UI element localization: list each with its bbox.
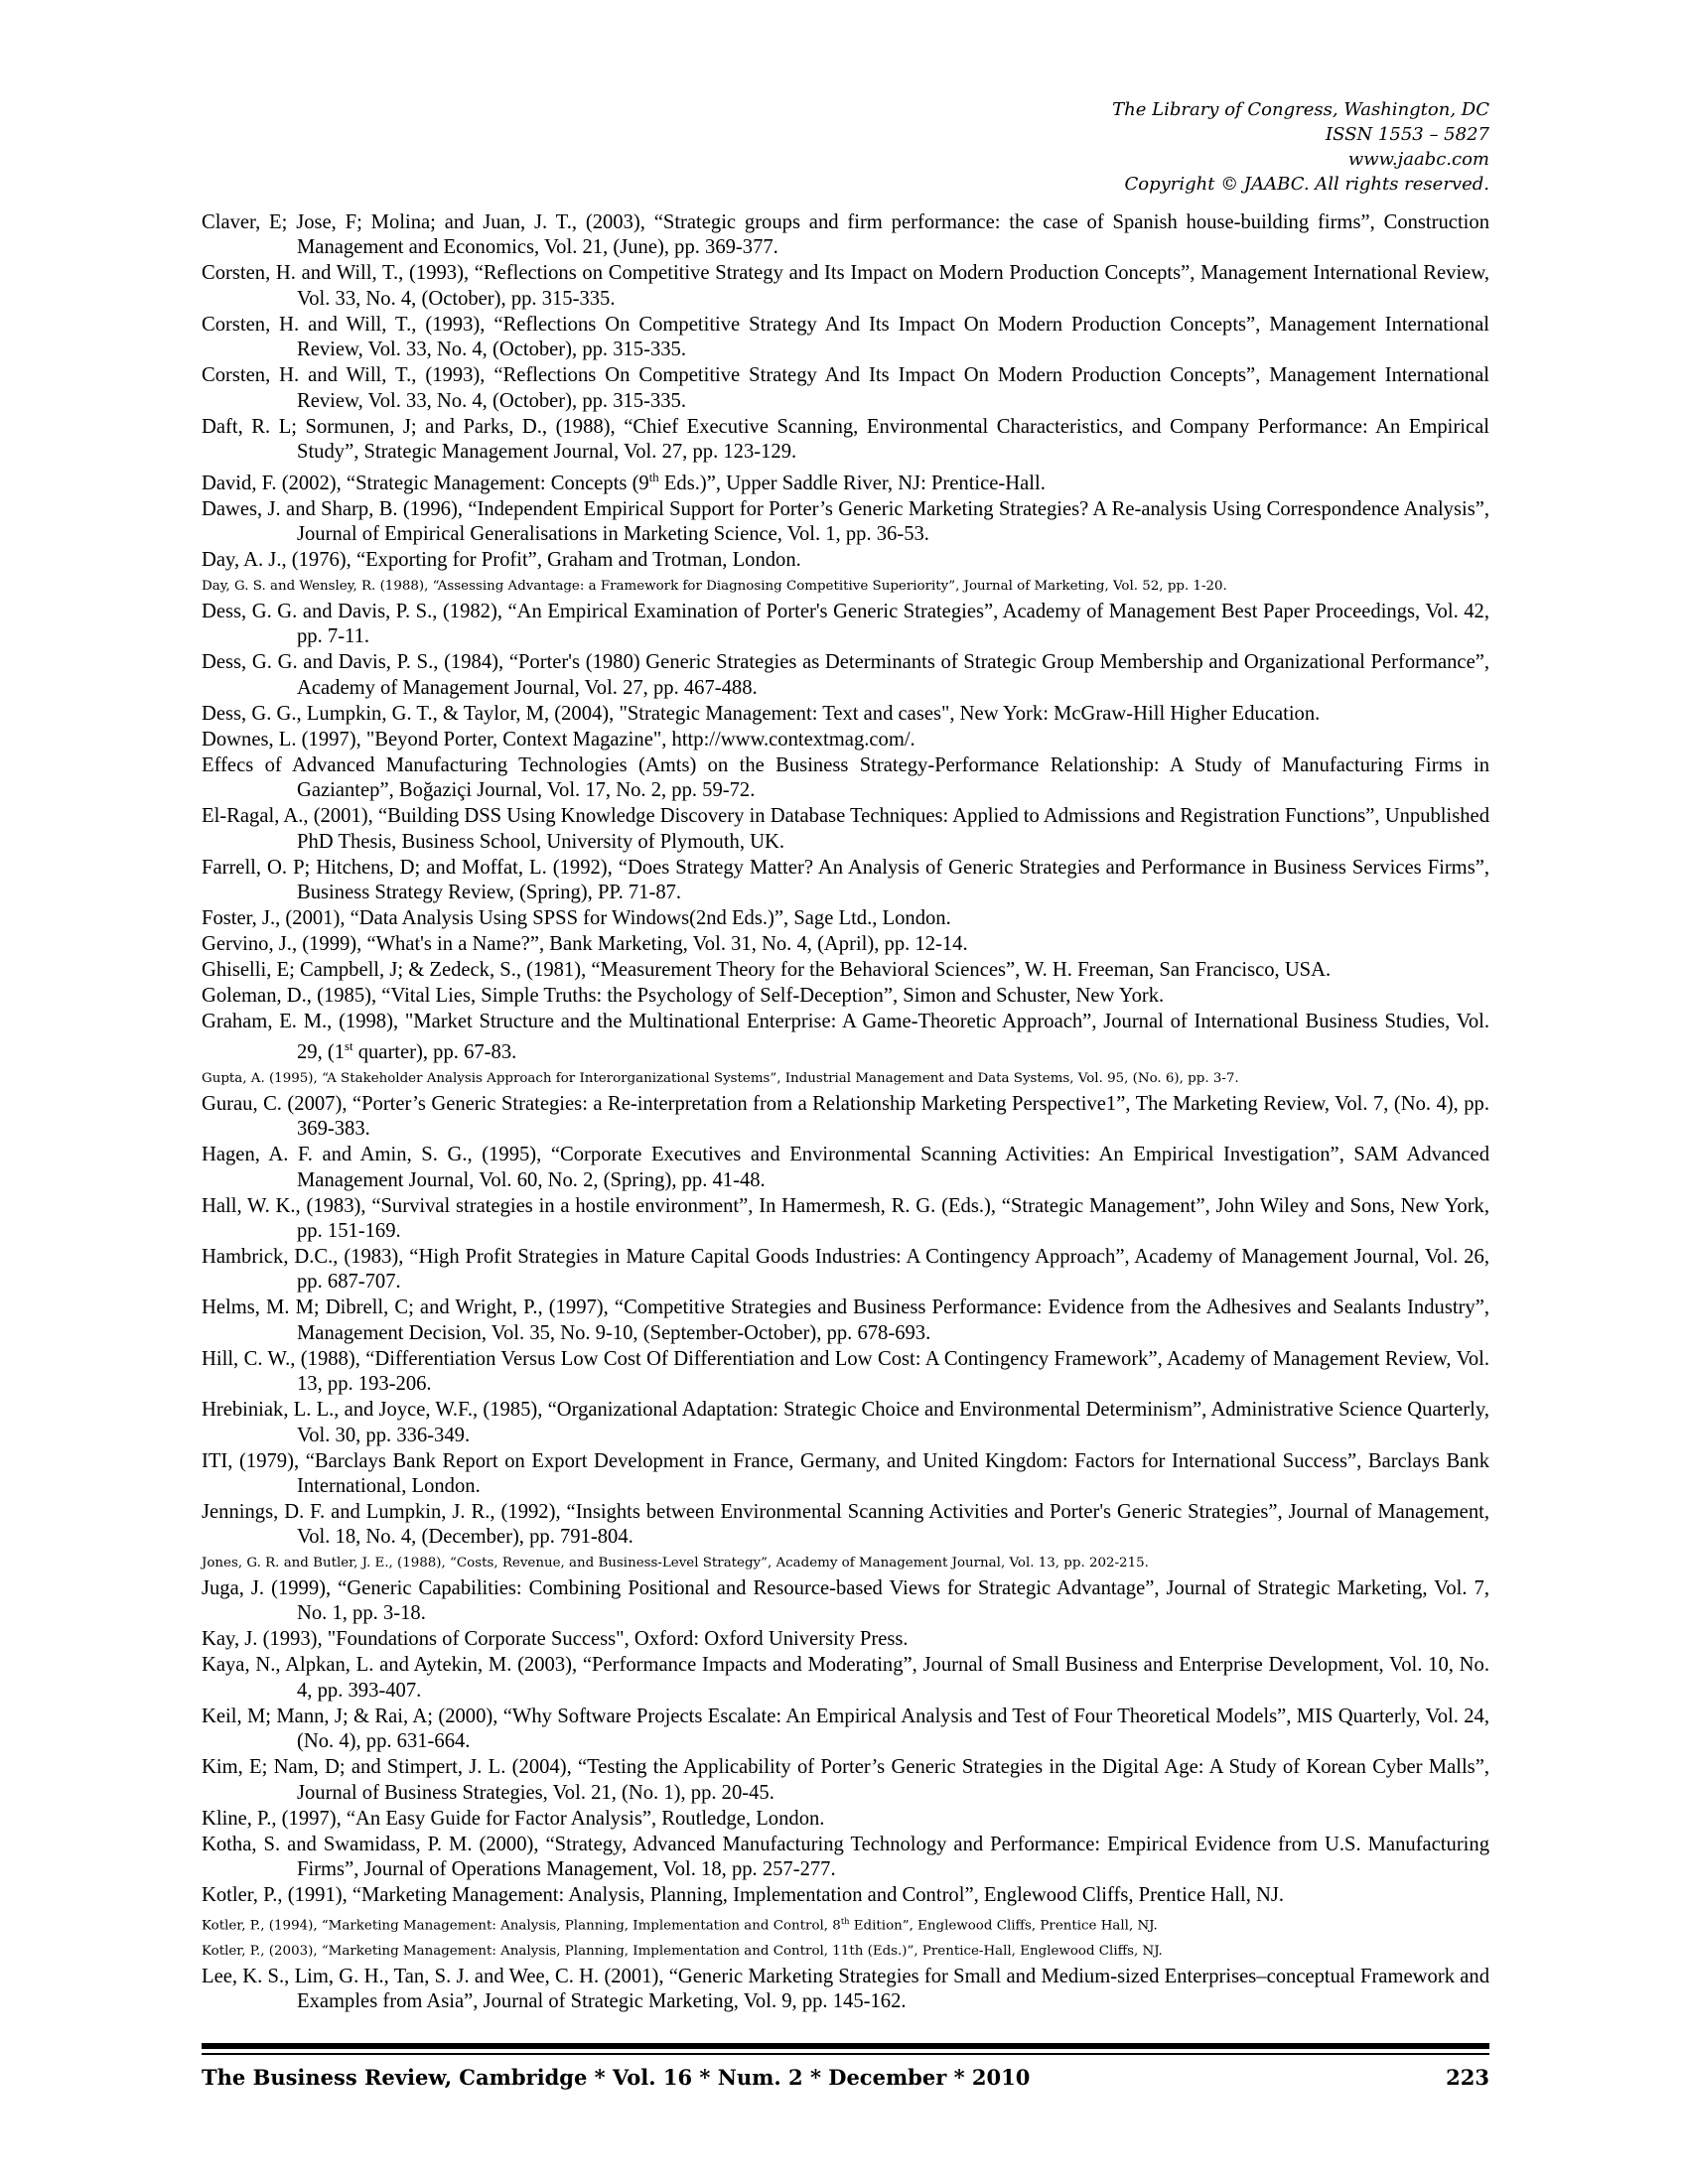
reference-entry: Daft, R. L; Sormunen, J; and Parks, D., (1988), “Chief Executive Scanning, Environmental Characteristics, and Company Performance: An Empirical Study”, Strategic Management Journal, Vol. 27, pp. 123-129. — [202, 415, 1489, 464]
reference-entry: Dess, G. G. and Davis, P. S., (1984), “Porter's (1980) Generic Strategies as Determinants of Strategic Group Membership and Organizational Performance”, Academy of Management Journal, Vol. 27, pp. 467-488. — [202, 651, 1489, 699]
reference-entry: Jennings, D. F. and Lumpkin, J. R., (1992), “Insights between Environmental Scanning Activities and Porter's Generic Strategies”, Journal of Management, Vol. 18, No. 4, (December), pp. 791-804. — [202, 1501, 1489, 1549]
reference-entry: Corsten, H. and Will, T., (1993), “Reflections on Competitive Strategy and Its Impact on Modern Production Concepts”, Management International Review, Vol. 33, No. 4, (October), pp. 315-335. — [202, 262, 1489, 310]
page-number: 223 — [1446, 2065, 1489, 2090]
header-issn: ISSN 1553 – 5827 — [1326, 124, 1489, 145]
reference-entry: Claver, E; Jose, F; Molina; and Juan, J. T., (2003), “Strategic groups and firm performance: the case of Spanish house-building firms”, Construction Management and Economics, Vol. 21, (June), pp. 369-377. — [202, 211, 1489, 259]
reference-entry: Gervino, J., (1999), “What's in a Name?”, Bank Marketing, Vol. 31, No. 4, (April), pp. 12-14. — [202, 932, 968, 955]
reference-entry: Kim, E; Nam, D; and Stimpert, J. L. (2004), “Testing the Applicability of Porter’s Generic Strategies in the Digital Age: A Study of Korean Cyber Malls”, Journal of Business Strategies, Vol. 21, (No. 1), pp. 20-45. — [202, 1756, 1489, 1804]
reference-entry: Kay, J. (1993), "Foundations of Corporate Success", Oxford: Oxford University Press. — [202, 1628, 909, 1651]
header-website: www.jaabc.com — [1347, 149, 1489, 170]
reference-text: quarter), pp. 67-83. — [352, 1041, 517, 1064]
reference-text: Eds.)”, Upper Saddle River, NJ: Prentice-Hall. — [658, 472, 1046, 494]
reference-entry: Jones, G. R. and Butler, J. E., (1988), “Costs, Revenue, and Business-Level Strategy”, Academy of Management Journal, Vol. 13, pp. 202-215. — [202, 1556, 1149, 1571]
reference-superscript: st — [345, 1039, 353, 1054]
reference-entry: Hambrick, D.C., (1983), “High Profit Strategies in Mature Capital Goods Industries: A Contingency Approach”, Academy of Management Journal, Vol. 26, pp. 687-707. — [202, 1246, 1489, 1294]
reference-entry: Hall, W. K., (1983), “Survival strategies in a hostile environment”, In Hamermesh, R. G. (Eds.), “Strategic Management”, John Wiley and Sons, New York, pp. 151-169. — [202, 1194, 1489, 1242]
reference-superscript: th — [648, 471, 659, 485]
reference-text: David, F. (2002), “Strategic Management: Concepts (9 — [202, 472, 649, 494]
reference-entry: Kotler, P., (2003), “Marketing Management: Analysis, Planning, Implementation and Control, 11th (Eds.)”, Prentice-Hall, Englewood Cliffs, NJ. — [202, 1944, 1163, 1960]
reference-entry — [202, 1909, 1489, 1938]
footer-rule-thin — [202, 2053, 1489, 2055]
reference-entry: Corsten, H. and Will, T., (1993), “Reflections On Competitive Strategy And Its Impact On Modern Production Concepts”, Management International Review, Vol. 33, No. 4, (October), pp. 315-335. — [202, 313, 1489, 361]
reference-entry: Foster, J., (2001), “Data Analysis Using SPSS for Windows(2nd Eds.)”, Sage Ltd., London. — [202, 906, 951, 929]
reference-entry: Dess, G. G., Lumpkin, G. T., & Taylor, M, (2004), "Strategic Management: Text and cases", New York: McGraw-Hill Higher Education. — [202, 702, 1321, 725]
reference-text: Kotler, P., (1994), “Marketing Management: Analysis, Planning, Implementation and Control, 8 — [202, 1918, 841, 1934]
reference-entry: Ghiselli, E; Campbell, J; & Zedeck, S., (1981), “Measurement Theory for the Behavioral Sciences”, W. H. Freeman, San Francisco, USA. — [202, 958, 1332, 981]
reference-entry: Kaya, N., Alpkan, L. and Aytekin, M. (2003), “Performance Impacts and Moderating”, Journal of Small Business and Enterprise Development, Vol. 10, No. 4, pp. 393-407. — [202, 1654, 1489, 1702]
reference-entry: ITI, (1979), “Barclays Bank Report on Export Development in France, Germany, and United Kingdom: Factors for International Success”, Barclays Bank International, London. — [202, 1449, 1489, 1498]
reference-entry: Corsten, H. and Will, T., (1993), “Reflections On Competitive Strategy And Its Impact On Modern Production Concepts”, Management International Review, Vol. 33, No. 4, (October), pp. 315-335. — [202, 364, 1489, 412]
reference-superscript: th — [840, 1916, 850, 1927]
reference-entry: Gupta, A. (1995), “A Stakeholder Analysis Approach for Interorganizational Systems”, Industrial Management and Data Systems, Vol. 95, (No. 6), pp. 3-7. — [202, 1071, 1239, 1087]
reference-entry: Farrell, O. P; Hitchens, D; and Moffat, L. (1992), “Does Strategy Matter? An Analysis of Generic Strategies and Performance in Business Services Firms”, Business Strategy Review, (Spring), PP. 71-87. — [202, 856, 1489, 903]
reference-entry: Gurau, C. (2007), “Porter’s Generic Strategies: a Re-interpretation from a Relationship Marketing Perspective1”, The Marketing Review, Vol. 7, (No. 4), pp. 369-383. — [202, 1092, 1489, 1141]
reference-entry: Day, G. S. and Wensley, R. (1988), “Assessing Advantage: a Framework for Diagnosing Competitive Superiority”, Journal of Marketing, Vol. 52, pp. 1-20. — [202, 579, 1227, 595]
reference-entry: Kotler, P., (1991), “Marketing Management: Analysis, Planning, Implementation and Control”, Englewood Cliffs, Prentice Hall, NJ. — [202, 1884, 1285, 1907]
reference-entry — [202, 1010, 1489, 1066]
reference-entry: Dess, G. G. and Davis, P. S., (1982), “An Empirical Examination of Porter's Generic Strategies”, Academy of Management Best Paper Proceedings, Vol. 42, pp. 7-11. — [202, 600, 1489, 648]
reference-entry: Helms, M. M; Dibrell, C; and Wright, P., (1997), “Competitive Strategies and Business Performance: Evidence from the Adhesives and Sealants Industry”, Management Decision, Vol. 35, No. 9-10, (September-October), pp. 678-693. — [202, 1297, 1489, 1344]
reference-entry: Downes, L. (1997), "Beyond Porter, Context Magazine", http://www.contextmag.com/. — [202, 728, 915, 751]
reference-entry: Hrebiniak, L. L., and Joyce, W.F., (1985), “Organizational Adaptation: Strategic Choice and Environmental Determinism”, Administrative Science Quarterly, Vol. 30, pp. 336-349. — [202, 1399, 1489, 1446]
reference-entry: El-Ragal, A., (2001), “Building DSS Using Knowledge Discovery in Database Techniques: Applied to Admissions and Registration Functions”, Unpublished PhD Thesis, Business School, University of Plymouth, UK. — [202, 805, 1489, 853]
journal-header — [894, 97, 1489, 197]
reference-entry: Keil, M; Mann, J; & Rai, A; (2000), “Why Software Projects Escalate: An Empirical Analysis and Test of Four Theoretical Models”, MIS Quarterly, Vol. 24, (No. 4), pp. 631-664. — [202, 1705, 1489, 1753]
reference-entry — [202, 466, 1489, 496]
reference-entry: Dawes, J. and Sharp, B. (1996), “Independent Empirical Support for Porter’s Generic Marketing Strategies? A Re-analysis Using Correspondence Analysis”, Journal of Empirical Generalisations in Marketing Science, Vol. 1, pp. 36-53. — [202, 497, 1489, 546]
header-library: The Library of Congress, Washington, DC — [1112, 99, 1489, 120]
reference-entry: Lee, K. S., Lim, G. H., Tan, S. J. and Wee, C. H. (2001), “Generic Marketing Strategies for Small and Medium-sized Enterprises–conceptual Framework and Examples from Asia”, Journal of Strategic Marketing, Vol. 9, pp. 145-162. — [202, 1965, 1489, 2013]
reference-entry: Kotha, S. and Swamidass, P. M. (2000), “Strategy, Advanced Manufacturing Technology and Performance: Empirical Evidence from U.S. Manufacturing Firms”, Journal of Operations Management, Vol. 18, pp. 257-277. — [202, 1833, 1489, 1881]
reference-entry: Juga, J. (1999), “Generic Capabilities: Combining Positional and Resource-based Views for Strategic Advantage”, Journal of Strategic Marketing, Vol. 7, No. 1, pp. 3-18. — [202, 1577, 1489, 1625]
reference-text: Edition”, Englewood Cliffs, Prentice Hall, NJ. — [849, 1918, 1158, 1934]
reference-entry: Kline, P., (1997), “An Easy Guide for Factor Analysis”, Routledge, London. — [202, 1807, 825, 1830]
footer-journal-citation: The Business Review, Cambridge * Vol. 16 * Num. 2 * December * 2010 — [202, 2065, 1031, 2090]
reference-entry: Goleman, D., (1985), “Vital Lies, Simple Truths: the Psychology of Self-Deception”, Simon and Schuster, New York. — [202, 984, 1165, 1007]
reference-entry: Hill, C. W., (1988), “Differentiation Versus Low Cost Of Differentiation and Low Cost: A Contingency Framework”, Academy of Management Review, Vol. 13, pp. 193-206. — [202, 1347, 1489, 1396]
reference-entry: Effecs of Advanced Manufacturing Technologies (Amts) on the Business Strategy-Performance Relationship: A Study of Manufacturing Firms in Gaziantep”, Boğaziçi Journal, Vol. 17, No. 2, pp. 59-72. — [202, 753, 1489, 802]
reference-list — [202, 210, 1489, 2015]
reference-entry: Day, A. J., (1976), “Exporting for Profit”, Graham and Trotman, London. — [202, 549, 801, 572]
reference-entry: Hagen, A. F. and Amin, S. G., (1995), “Corporate Executives and Environmental Scanning Activities: An Empirical Investigation”, SAM Advanced Management Journal, Vol. 60, No. 2, (Spring), pp. 41-48. — [202, 1144, 1489, 1191]
header-copyright: Copyright © JAABC. All rights reserved. — [1124, 174, 1489, 195]
footer-rule-thick — [202, 2043, 1489, 2049]
reference-text: Graham, E. M., (1998), "Market Structure and the Multinational Enterprise: A Game-Theoretic Approach”, Journal of International Business Studies, Vol. 29, (1 — [202, 1010, 1489, 1064]
